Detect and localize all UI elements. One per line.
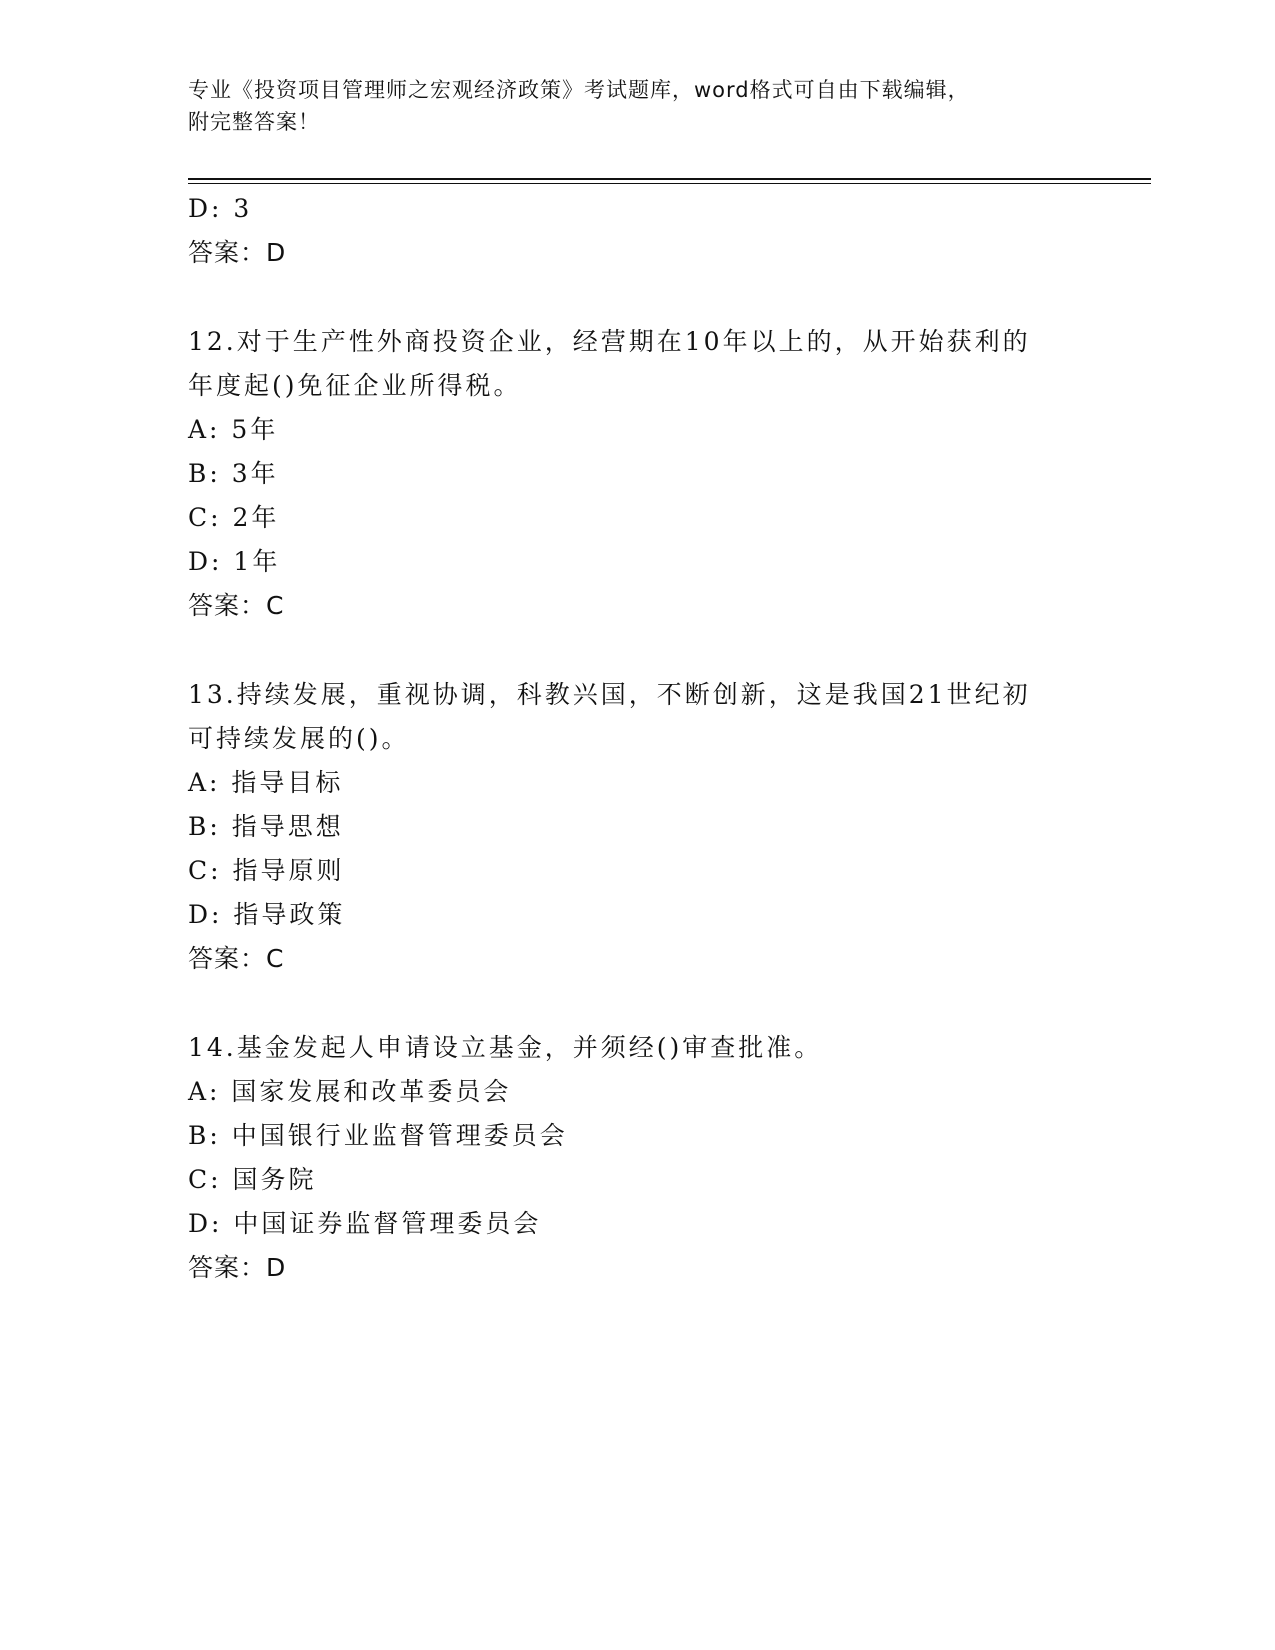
header-line-2: 附完整答案！ xyxy=(188,110,320,134)
header-divider-thin xyxy=(188,183,1151,184)
header-line-1: 专业《投资项目管理师之宏观经济政策》考试题库，word格式可自由下载编辑， xyxy=(188,78,970,102)
option-d: D: 1年 xyxy=(188,547,281,576)
question-text-line-1: 12.对于生产性外商投资企业，经营期在10年以上的，从开始获利的 xyxy=(188,327,1031,356)
option-b: B: 3年 xyxy=(188,459,279,488)
option-b: B: 中国银行业监督管理委员会 xyxy=(188,1121,568,1150)
header-divider-thick xyxy=(188,178,1151,180)
answer: 答案：C xyxy=(188,591,285,620)
answer: 答案：D xyxy=(188,1253,287,1282)
prev-option-d: D: 3 xyxy=(188,194,253,223)
question-text-line-1: 13.持续发展，重视协调，科教兴国，不断创新，这是我国21世纪初 xyxy=(188,680,1031,709)
option-b: B: 指导思想 xyxy=(188,812,344,841)
document-header xyxy=(188,74,1088,138)
question-text-line-2: 年度起()免征企业所得税。 xyxy=(188,371,522,400)
answer: 答案：C xyxy=(188,944,285,973)
option-d: D: 中国证券监督管理委员会 xyxy=(188,1209,542,1238)
option-c: C: 指导原则 xyxy=(188,856,345,885)
question-text-line-1: 14.基金发起人申请设立基金，并须经()审查批准。 xyxy=(188,1033,823,1062)
question-text-line-2: 可持续发展的()。 xyxy=(188,724,410,753)
option-d: D: 指导政策 xyxy=(188,900,346,929)
prev-answer: 答案：D xyxy=(188,238,287,267)
option-a: A: 国家发展和改革委员会 xyxy=(188,1077,512,1106)
option-a: A: 5年 xyxy=(188,415,279,444)
option-c: C: 国务院 xyxy=(188,1165,317,1194)
option-c: C: 2年 xyxy=(188,503,280,532)
option-a: A: 指导目标 xyxy=(188,768,344,797)
